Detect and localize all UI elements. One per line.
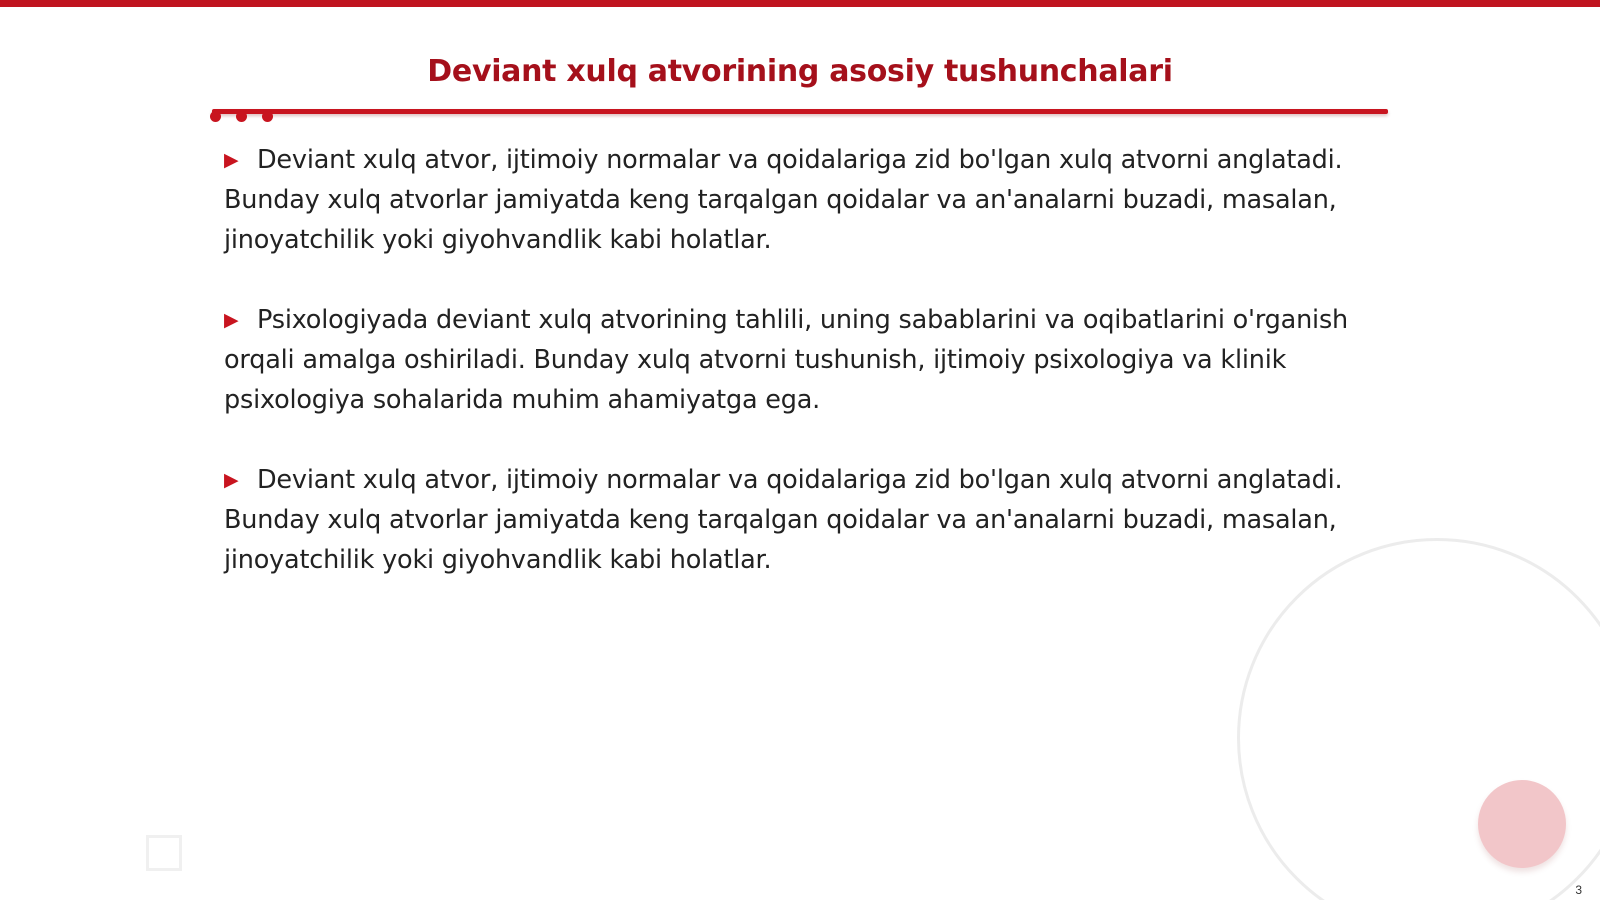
bullet-text: Psixologiyada deviant xulq atvorining tahlili, uning sabablarini va oqibatlarini o'rganish orqali amalga oshiriladi. Bunday xulq atvorni tushunish, ijtimoiy psixologiya va klinik psixologiya sohalarida muhim ahamiyatga ega. (224, 305, 1348, 415)
triangle-bullet-icon: ▶ (224, 469, 239, 491)
triangle-bullet-icon: ▶ (224, 149, 239, 171)
title-underline (212, 109, 1388, 114)
top-accent-bar (0, 0, 1600, 7)
bullet-list (224, 140, 1384, 620)
slide-title: Deviant xulq atvorining asosiy tushunchalari (427, 54, 1173, 89)
bullet-item (224, 460, 1384, 580)
underline-dot (210, 111, 221, 122)
underline-dot (262, 111, 273, 122)
underline-dot (236, 111, 247, 122)
page-number: 3 (1575, 883, 1582, 897)
bullet-text: Deviant xulq atvor, ijtimoiy normalar va qoidalariga zid bo'lgan xulq atvorni anglatadi. Bunday xulq atvorlar jamiyatda keng tarqalgan qoidalar va an'analarni buzadi, masalan, jinoyatchilik yoki giyohvandlik kabi holatlar. (224, 465, 1343, 575)
bullet-item (224, 140, 1384, 260)
decorative-pink-circle (1478, 780, 1566, 868)
bullet-item (224, 300, 1384, 420)
decorative-square-outline (146, 835, 182, 871)
bullet-text: Deviant xulq atvor, ijtimoiy normalar va qoidalariga zid bo'lgan xulq atvorni anglatadi. Bunday xulq atvorlar jamiyatda keng tarqalgan qoidalar va an'analarni buzadi, masalan, jinoyatchilik yoki giyohvandlik kabi holatlar. (224, 145, 1343, 255)
triangle-bullet-icon: ▶ (224, 309, 239, 331)
